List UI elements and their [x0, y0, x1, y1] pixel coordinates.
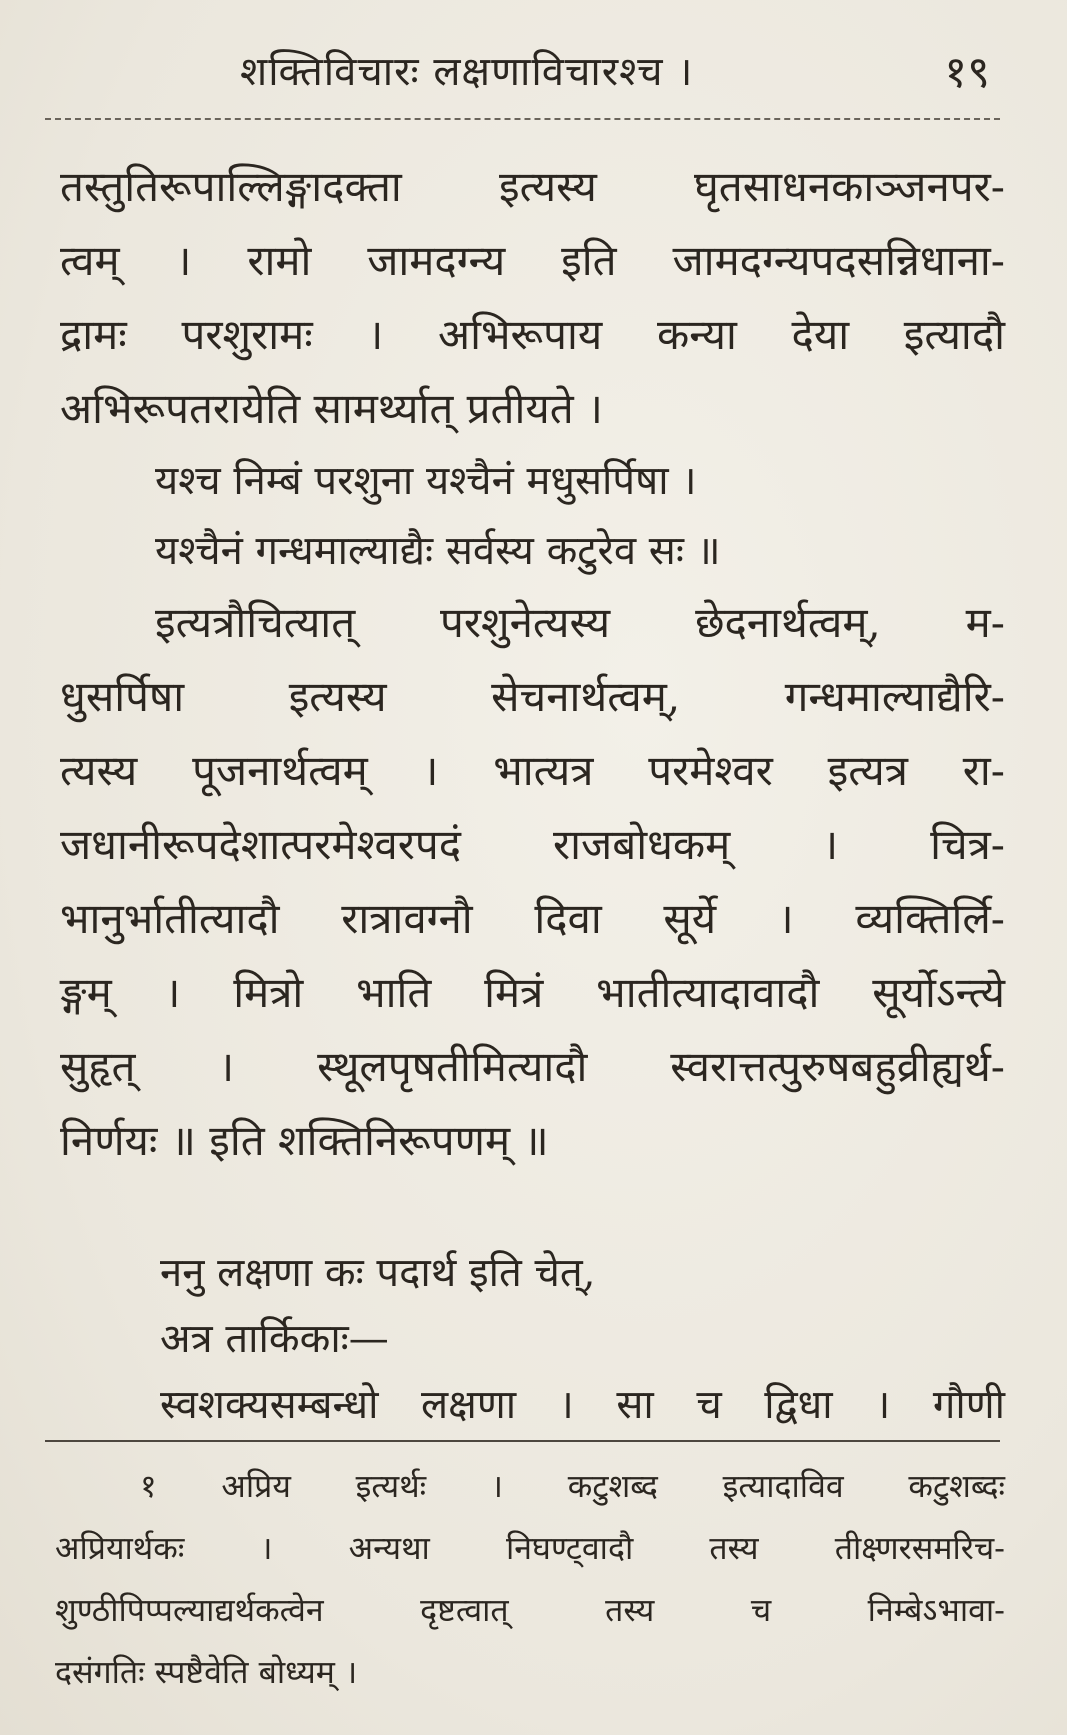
- main-text: [60, 150, 1005, 1178]
- text-line: अभिरूपतरायेति सामर्थ्यात् प्रतीयते ।: [60, 384, 603, 433]
- verse-line: यश्चैनं गन्धमाल्याद्यैः सर्वस्य कटुरेव सः ॥: [155, 528, 721, 574]
- text-line: भानुर्भातीत्यादौ रात्रावग्नौ दिवा सूर्ये । व्यक्तिर्लि-: [60, 894, 1005, 943]
- page-number: १९: [944, 47, 990, 98]
- footnote-line: शुण्ठीपिप्पल्याद्यर्थकत्वेन दृष्टत्वात् तस्य च निम्बेऽभावा-: [55, 1591, 1005, 1629]
- verse-line: यश्च निम्बं परशुना यश्चैनं मधुसर्पिषा ।: [155, 458, 697, 504]
- page-header: [60, 28, 1000, 98]
- text-line: त्वम् । रामो जामदग्न्य इति जामदग्न्यपदसन्निधाना-: [60, 236, 1005, 285]
- text-line: तस्तुतिरूपाल्लिङ्गादक्ता इत्यस्य घृतसाधनकाञ्जनपर-: [60, 162, 1005, 211]
- text-line: ङ्गम् । मित्रो भाति मित्रं भातीत्यादावादौ सूर्योऽन्त्ये: [60, 968, 1005, 1017]
- header-divider: [45, 118, 1000, 120]
- text-line: द्रामः परशुरामः । अभिरूपाय कन्या देया इत्यादौ: [60, 310, 1005, 359]
- text-line: अत्र तार्किकाः—: [160, 1316, 389, 1362]
- text-line: ननु लक्षणा कः पदार्थ इति चेत्,: [160, 1250, 596, 1296]
- text-line: त्यस्य पूजनार्थत्वम् । भात्यत्र परमेश्वर इत्यत्र रा-: [60, 746, 1005, 795]
- footnote-line: अप्रियार्थकः । अन्यथा निघण्ट्वादौ तस्य तीक्ष्णरसमरिच-: [55, 1529, 1005, 1567]
- text-line: धुसर्पिषा इत्यस्य सेचनार्थत्वम्, गन्धमाल्याद्यैरि-: [60, 672, 1005, 721]
- definition-line: स्वशक्यसम्बन्धो लक्षणा । सा च द्विधा । गौणी: [160, 1382, 1005, 1428]
- footnote-line: दसंगतिः स्पष्टैवेति बोध्यम् ।: [55, 1653, 358, 1691]
- footnote-divider: [45, 1440, 1000, 1442]
- text-line: सुहृत् । स्थूलपृषतीमित्यादौ स्वरात्तत्पुरुषबहुव्रीह्यर्थ-: [60, 1042, 1005, 1091]
- text-line: जधानीरूपदेशात्परमेश्वरपदं राजबोधकम् । चित्र-: [60, 820, 1005, 869]
- text-line: इत्यत्रौचित्यात् परशुनेत्यस्य छेदनार्थत्वम्, म-: [155, 598, 1005, 647]
- footnotes: [55, 1455, 1005, 1703]
- running-title: शक्तिविचारः लक्षणाविचारश्च ।: [240, 49, 694, 95]
- footnote-line: १ अप्रिय इत्यर्थः । कटुशब्द इत्यादाविव कटुशब्दः: [140, 1467, 1005, 1505]
- text-line: निर्णयः ॥ इति शक्तिनिरूपणम् ॥: [60, 1116, 549, 1165]
- lakshana-section: [60, 1240, 1005, 1438]
